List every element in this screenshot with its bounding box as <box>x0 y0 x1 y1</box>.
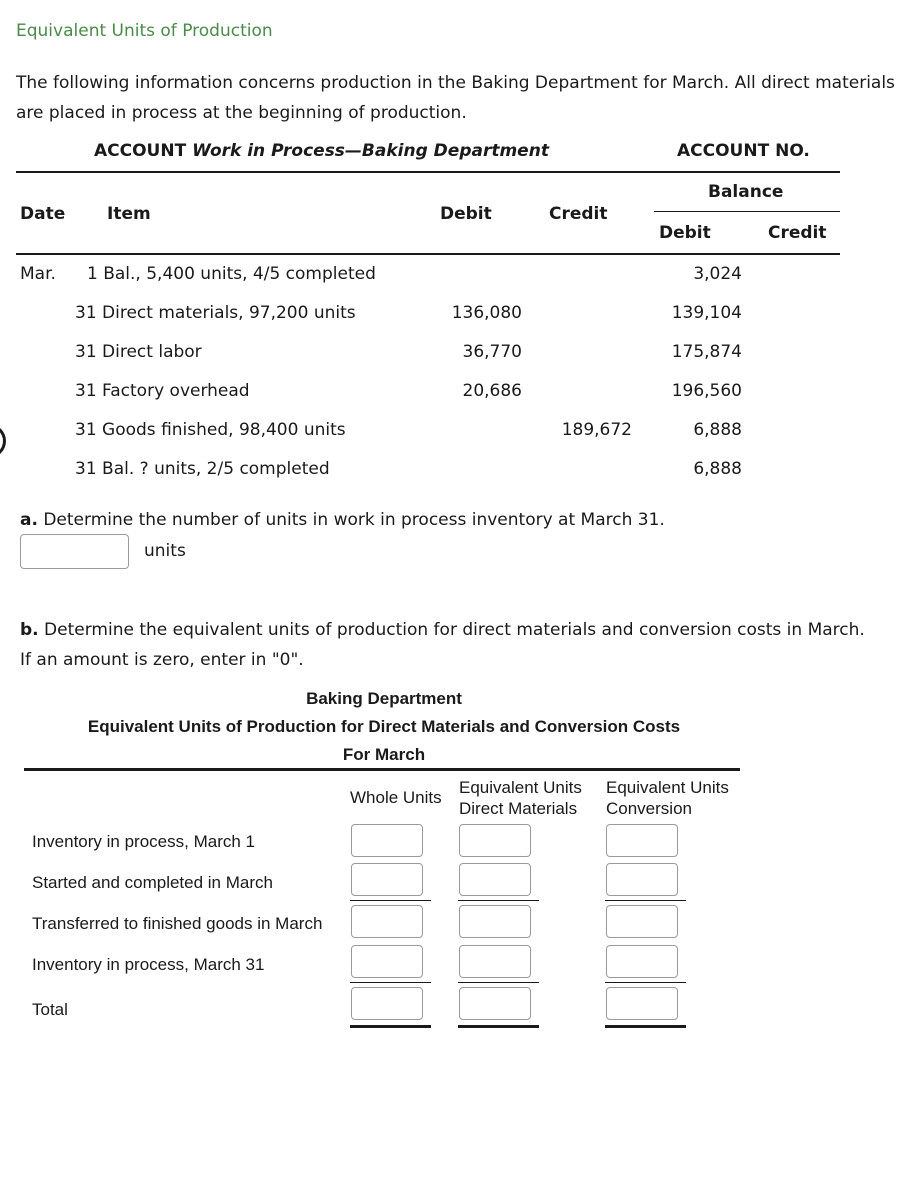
col-eu-conv-line1: Equivalent Units <box>606 778 729 797</box>
whole-units-transferred-input[interactable] <box>351 905 423 938</box>
balance-debit-header: Debit <box>659 223 711 243</box>
eu-dm-subtotal-rule <box>458 900 539 901</box>
row-label-total: Total <box>32 1000 68 1019</box>
ledger-row-balance-debit: 6,888 <box>693 459 742 479</box>
col-whole-units: Whole Units <box>350 788 442 807</box>
page-title: Equivalent Units of Production <box>16 21 273 41</box>
eu-dm-transferred-input[interactable] <box>459 905 531 938</box>
row-label-inventory-march-31: Inventory in process, March 31 <box>32 955 265 974</box>
balance-credit-header: Credit <box>768 223 827 243</box>
units-label: units <box>144 541 186 561</box>
account-name: Work in Process—Baking Department <box>192 141 549 161</box>
whole-units-total-input[interactable] <box>351 987 423 1020</box>
report-title-1: Baking Department <box>306 689 462 708</box>
whole-units-inventory-march-1-input[interactable] <box>351 824 423 857</box>
whole-units-double-rule <box>350 1025 431 1028</box>
ledger-row-balance-debit: 6,888 <box>693 420 742 440</box>
ledger-row-item: 31 Bal. ? units, 2/5 completed <box>75 459 330 479</box>
balance-header: Balance <box>708 182 784 202</box>
balance-rule <box>654 211 840 212</box>
row-label-transferred: Transferred to finished goods in March <box>32 914 323 933</box>
ledger-header-rule <box>16 253 840 255</box>
eu-conv-total-rule <box>605 982 686 983</box>
eu-dm-total-input[interactable] <box>459 987 531 1020</box>
eu-conv-double-rule <box>605 1025 686 1028</box>
part-b-note: If an amount is zero, enter in "0". <box>20 650 304 670</box>
edge-bracket-decoration <box>0 424 6 458</box>
ledger-row-item: 31 Factory overhead <box>75 381 250 401</box>
ledger-row-debit: 36,770 <box>462 342 522 362</box>
eu-conv-total-input[interactable] <box>606 987 678 1020</box>
eu-dm-inventory-march-1-input[interactable] <box>459 824 531 857</box>
ledger-row-date: Mar. <box>20 264 56 284</box>
wip-units-input[interactable] <box>20 534 129 569</box>
whole-units-inventory-march-31-input[interactable] <box>351 945 423 978</box>
report-title-3: For March <box>342 745 426 764</box>
ledger-row-item: 31 Direct labor <box>75 342 202 362</box>
eu-conv-subtotal-rule <box>605 900 686 901</box>
row-label-inventory-march-1: Inventory in process, March 1 <box>32 832 255 851</box>
ledger-row-balance-debit: 196,560 <box>671 381 742 401</box>
eu-dm-total-rule <box>458 982 539 983</box>
report-title-2: Equivalent Units of Production for Direct Materials and Conversion Costs <box>87 717 681 736</box>
part-b-question <box>20 620 865 640</box>
part-a-text: Determine the number of units in work in process inventory at March 31. <box>43 510 665 530</box>
eu-conv-started-completed-input[interactable] <box>606 863 678 896</box>
ledger-row-debit: 136,080 <box>451 303 522 323</box>
ledger-row-balance-debit: 139,104 <box>671 303 742 323</box>
debit-header: Debit <box>440 204 492 224</box>
part-a-question <box>20 510 665 530</box>
col-eu-dm-line2: Direct Materials <box>459 799 578 818</box>
eu-conv-inventory-march-1-input[interactable] <box>606 824 678 857</box>
account-heading <box>94 141 549 161</box>
account-number-label: ACCOUNT NO. <box>677 141 810 161</box>
eu-conv-inventory-march-31-input[interactable] <box>606 945 678 978</box>
whole-units-total-rule <box>350 982 431 983</box>
eu-dm-started-completed-input[interactable] <box>459 863 531 896</box>
ledger-row-balance-debit: 3,024 <box>693 264 742 284</box>
account-label: ACCOUNT <box>94 141 187 161</box>
eu-dm-inventory-march-31-input[interactable] <box>459 945 531 978</box>
ledger-top-rule <box>16 171 840 173</box>
ledger-row-balance-debit: 175,874 <box>671 342 742 362</box>
ledger-row-credit: 189,672 <box>561 420 632 440</box>
eu-conv-transferred-input[interactable] <box>606 905 678 938</box>
report-title-rule <box>24 768 740 771</box>
eu-dm-double-rule <box>458 1025 539 1028</box>
ledger-row-item: 31 Direct materials, 97,200 units <box>75 303 356 323</box>
ledger-row-item: 1 Bal., 5,400 units, 4/5 completed <box>87 264 376 284</box>
intro-text: The following information concerns production in the Baking Department for March. All direct materials are placed in process at the beginning of production. <box>16 73 895 123</box>
ledger-row-debit: 20,686 <box>462 381 522 401</box>
whole-units-started-completed-input[interactable] <box>351 863 423 896</box>
part-a-letter: a. <box>20 510 38 530</box>
part-b-letter: b. <box>20 620 39 640</box>
row-label-started-completed: Started and completed in March <box>32 873 273 892</box>
item-header: Item <box>107 204 151 224</box>
part-b-text: Determine the equivalent units of production for direct materials and conversion costs in March. <box>44 620 865 640</box>
col-eu-conversion <box>606 777 729 819</box>
whole-units-subtotal-rule <box>350 900 431 901</box>
col-eu-direct-materials <box>459 777 582 819</box>
col-eu-dm-line1: Equivalent Units <box>459 778 582 797</box>
credit-header: Credit <box>549 204 608 224</box>
ledger-row-item: 31 Goods finished, 98,400 units <box>75 420 346 440</box>
col-eu-conv-line2: Conversion <box>606 799 692 818</box>
date-header: Date <box>20 204 66 224</box>
